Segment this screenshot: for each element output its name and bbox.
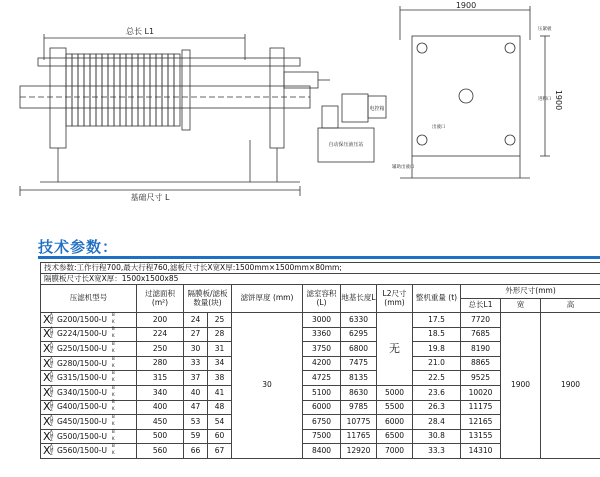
cell-area: 500 [137, 429, 184, 444]
callout-outlet: 出液口 [432, 125, 446, 130]
cell-foundation: 10775 [341, 415, 377, 430]
electrical-box-label: 电控箱 [369, 106, 385, 112]
cell-weight: 17.5 [413, 313, 461, 328]
cell-foundation: 6330 [341, 313, 377, 328]
cell-weight: 28.4 [413, 415, 461, 430]
cell-l2: 7000 [377, 444, 413, 459]
cell-area: 280 [137, 356, 184, 371]
model-suffix-mark: B K [111, 384, 115, 397]
pump-station-label: 自动保压液压站 [328, 142, 364, 148]
cell-l2: 6500 [377, 429, 413, 444]
cell-width: 1900 [501, 313, 541, 459]
cell-volume: 5100 [303, 385, 341, 400]
cell-weight: 26.3 [413, 400, 461, 415]
model-suffix-mark: B K [111, 311, 115, 324]
cell-model [41, 444, 137, 459]
cell-membrane-plates: 33 [184, 356, 208, 371]
callout-feed-inlet: 进料口 [538, 97, 552, 102]
cell-l2-none: 无 [377, 313, 413, 386]
cell-length: 7685 [461, 327, 501, 342]
model-name: G560/1500-U [57, 446, 107, 456]
cell-length: 9525 [461, 371, 501, 386]
cell-length: 8865 [461, 356, 501, 371]
cell-area: 224 [137, 327, 184, 342]
model-suffix-mark: B K [111, 399, 115, 412]
cell-area: 200 [137, 313, 184, 328]
cell-weight: 23.6 [413, 385, 461, 400]
total-length-label: 总长 L1 [125, 27, 155, 36]
model-series-mark: X A M Z [43, 399, 54, 414]
cell-membrane-plates: 66 [184, 444, 208, 459]
cell-foundation: 11765 [341, 429, 377, 444]
cell-membrane-plates: 40 [184, 385, 208, 400]
cell-volume: 3000 [303, 313, 341, 328]
cell-foundation: 9785 [341, 400, 377, 415]
width-dimension: 1900 [455, 1, 477, 10]
header-width: 宽 [501, 299, 541, 313]
cell-weight: 19.8 [413, 342, 461, 357]
model-suffix-mark: B K [111, 428, 115, 441]
cell-membrane-plates: 53 [184, 415, 208, 430]
cell-l2: 6000 [377, 415, 413, 430]
cell-length: 11175 [461, 400, 501, 415]
cell-model [41, 371, 137, 386]
cell-cake-thickness: 30 [232, 313, 303, 459]
cell-model [41, 385, 137, 400]
cell-weight: 18.5 [413, 327, 461, 342]
model-series-mark: X A M Z [43, 355, 54, 370]
cell-area: 450 [137, 415, 184, 430]
cell-filter-plates: 67 [208, 444, 232, 459]
info-line-1: 技术参数:工作行程700,最大行程760,滤板尺寸长X宽X厚:1500mm×1500mm×80mm; [41, 263, 600, 274]
cell-foundation: 8630 [341, 385, 377, 400]
foundation-label: 基础尺寸 L [130, 193, 170, 202]
header-cake-thickness: 滤饼厚度 (mm) [232, 285, 303, 313]
cell-filter-plates: 54 [208, 415, 232, 430]
header-l2: L2尺寸 (mm) [377, 285, 413, 313]
table-rows [41, 313, 600, 459]
cell-volume: 3750 [303, 342, 341, 357]
cell-model [41, 327, 137, 342]
cell-filter-plates: 60 [208, 429, 232, 444]
parameter-table-container [40, 262, 600, 477]
header-area: 过滤面积 (m²) [137, 285, 184, 313]
model-suffix-mark: B K [111, 413, 115, 426]
model-suffix-mark: B K [111, 355, 115, 368]
cell-l2: 5500 [377, 400, 413, 415]
model-series-mark: X A M Z [43, 326, 54, 341]
cell-volume: 7500 [303, 429, 341, 444]
cell-filter-plates: 28 [208, 327, 232, 342]
model-name: G340/1500-U [57, 387, 107, 397]
cell-foundation: 8135 [341, 371, 377, 386]
model-name: G250/1500-U [57, 343, 107, 353]
parameter-table [40, 262, 600, 459]
cell-length: 13155 [461, 429, 501, 444]
cell-foundation: 7475 [341, 356, 377, 371]
model-suffix-mark: B K [111, 443, 115, 456]
cell-membrane-plates: 30 [184, 342, 208, 357]
cell-volume: 4200 [303, 356, 341, 371]
cell-weight: 30.8 [413, 429, 461, 444]
cell-model [41, 313, 137, 328]
cell-model [41, 356, 137, 371]
model-series-mark: X A M Z [43, 370, 54, 385]
model-series-mark: X A M Z [43, 428, 54, 443]
info-line-2: 隔膜板尺寸长X宽X厚：1500x1500x85 [41, 274, 600, 285]
cell-area: 250 [137, 342, 184, 357]
cell-foundation: 6800 [341, 342, 377, 357]
header-dimensions: 外形尺寸(mm) [461, 285, 600, 299]
cell-weight: 22.5 [413, 371, 461, 386]
model-name: G315/1500-U [57, 373, 107, 383]
cell-filter-plates: 41 [208, 385, 232, 400]
cell-area: 400 [137, 400, 184, 415]
header-volume: 滤室容积 (L) [303, 285, 341, 313]
header-weight: 整机重量 (t) [413, 285, 461, 313]
cell-length: 7720 [461, 313, 501, 328]
cell-filter-plates: 31 [208, 342, 232, 357]
table-row [41, 313, 600, 328]
cell-volume: 6000 [303, 400, 341, 415]
callout-aux-outlet: 辅助出液口 [392, 165, 415, 170]
model-name: G500/1500-U [57, 431, 107, 441]
model-name: G450/1500-U [57, 416, 107, 426]
cell-length: 10020 [461, 385, 501, 400]
header-length: 总长L1 [461, 299, 501, 313]
height-dimension: 1900 [554, 89, 563, 111]
header-foundation: 地基长度L [341, 285, 377, 313]
cell-model [41, 429, 137, 444]
header-height: 高 [541, 299, 600, 313]
model-series-mark: X A M Z [43, 443, 54, 458]
model-name: G200/1500-U [57, 314, 107, 324]
cell-filter-plates: 25 [208, 313, 232, 328]
cell-volume: 6750 [303, 415, 341, 430]
cell-length: 14310 [461, 444, 501, 459]
cell-model [41, 400, 137, 415]
cell-filter-plates: 48 [208, 400, 232, 415]
cell-area: 560 [137, 444, 184, 459]
header-plates: 隔膜板/滤板数量(块) [184, 285, 232, 313]
cell-area: 340 [137, 385, 184, 400]
cell-weight: 33.3 [413, 444, 461, 459]
cell-length: 8190 [461, 342, 501, 357]
model-suffix-mark: B K [111, 340, 115, 353]
cell-model [41, 415, 137, 430]
cell-foundation: 12920 [341, 444, 377, 459]
cell-volume: 8400 [303, 444, 341, 459]
model-series-mark: X A M Z [43, 311, 54, 326]
cell-membrane-plates: 59 [184, 429, 208, 444]
model-series-mark: X A M Z [43, 413, 54, 428]
cell-area: 315 [137, 371, 184, 386]
cell-model [41, 342, 137, 357]
cell-volume: 3360 [303, 327, 341, 342]
header-model: 压滤机型号 [41, 285, 137, 313]
model-suffix-mark: B K [111, 370, 115, 383]
model-suffix-mark: B K [111, 326, 115, 339]
model-name: G280/1500-U [57, 358, 107, 368]
callout-pressing-plate: 压紧板 [538, 27, 552, 32]
cell-filter-plates: 38 [208, 371, 232, 386]
cell-length: 12165 [461, 415, 501, 430]
cell-l2: 5000 [377, 385, 413, 400]
cell-membrane-plates: 27 [184, 327, 208, 342]
cell-height: 1900 [541, 313, 600, 459]
model-series-mark: X A M Z [43, 384, 54, 399]
cell-membrane-plates: 24 [184, 313, 208, 328]
cell-weight: 21.0 [413, 356, 461, 371]
model-name: G400/1500-U [57, 402, 107, 412]
cell-membrane-plates: 47 [184, 400, 208, 415]
section-divider [38, 256, 600, 259]
technical-drawing [0, 0, 600, 230]
model-name: G224/1500-U [57, 329, 107, 339]
cell-volume: 4725 [303, 371, 341, 386]
cell-filter-plates: 34 [208, 356, 232, 371]
section-title: 技术参数： [38, 238, 119, 256]
cell-foundation: 6295 [341, 327, 377, 342]
model-series-mark: X A M Z [43, 340, 54, 355]
cell-membrane-plates: 37 [184, 371, 208, 386]
